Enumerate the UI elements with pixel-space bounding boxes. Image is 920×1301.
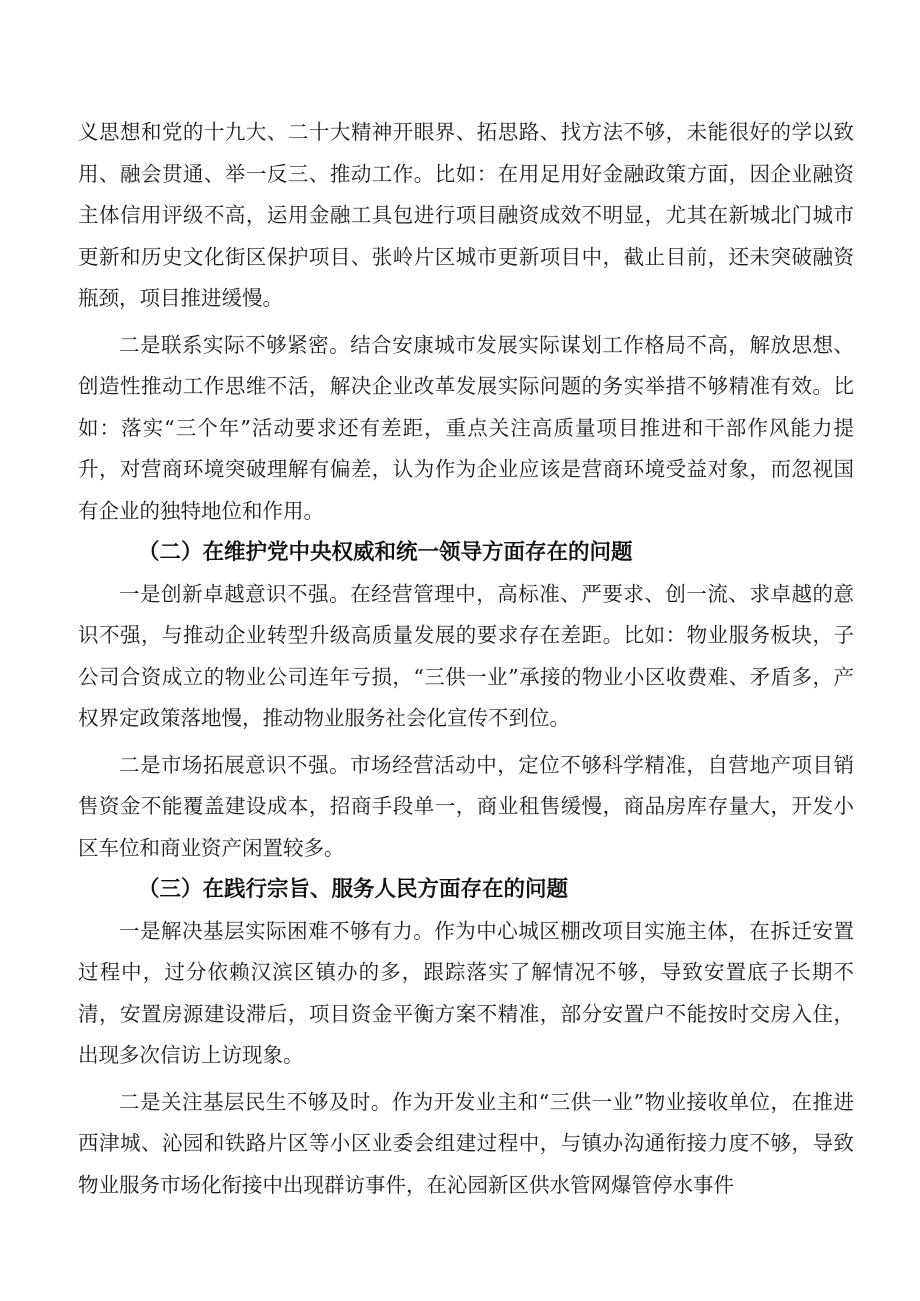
paragraph-grassroots-difficulties: 一是解决基层实际困难不够有力。作为中心城区棚改项目实施主体，在拆迁安置过程中，过分依赖汉滨区镇办的多，跟踪落实了解情况不够，导致安置底子长期不清，安置房源建设滞后，项目资金平衡方案不精准，部分安置户不能按时交房入住，出现多次信访上访现象。 [78, 918, 854, 1067]
paragraph-study-application: 义思想和党的十九大、二十大精神开眼界、拓思路、找方法不够，未能很好的学以致用、融会贯通、举一反三、推动工作。比如：在用足用好金融政策方面，因企业融资主体信用评级不高，运用金融工具包进行项目融资成效不明显，尤其在新城北门城市更新和历史文化街区保护项目、张岭片区城市更新项目中，截止目前，还未突破融资瓶颈，项目推进缓慢。 [78, 120, 854, 310]
paragraph-market-expansion: 二是市场拓展意识不强。市场经营活动中，定位不够科学精准，自营地产项目销售资金不能覆盖建设成本，招商手段单一，商业租售缓慢，商品房库存量大，开发小区车位和商业资产闲置较多。 [78, 752, 854, 860]
section-heading-2: （二）在维护党中央权威和统一领导方面存在的问题 [138, 540, 633, 565]
section-heading-3: （三）在践行宗旨、服务人民方面存在的问题 [138, 877, 569, 902]
document-page [78, 112, 854, 1206]
paragraph-innovation-awareness: 一是创新卓越意识不强。在经营管理中，高标准、严要求、创一流、求卓越的意识不强，与推动企业转型升级高质量发展的要求存在差距。比如：物业服务板块，子公司合资成立的物业公司连年亏损，“三供一业”承接的物业小区收费难、矛盾多，产权界定政策落地慢，推动物业服务社会化宣传不到位。 [78, 581, 854, 730]
paragraph-grassroots-livelihood: 二是关注基层民生不够及时。作为开发业主和“三供一业”物业接收单位，在推进西津城、沁园和铁路片区等小区业委会组建过程中，与镇办沟通衔接力度不够，导致物业服务市场化衔接中出现群访事件，在沁园新区供水管网爆管停水事件 [78, 1089, 854, 1197]
paragraph-connect-reality: 二是联系实际不够紧密。结合安康城市发展实际谋划工作格局不高，解放思想、创造性推动工作思维不活，解决企业改革发展实际问题的务实举措不够精准有效。比如：落实“三个年”活动要求还有差距，重点关注高质量项目推进和干部作风能力提升，对营商环境突破理解有偏差，认为作为企业应该是营商环境受益对象，而忽视国有企业的独特地位和作用。 [78, 332, 854, 523]
